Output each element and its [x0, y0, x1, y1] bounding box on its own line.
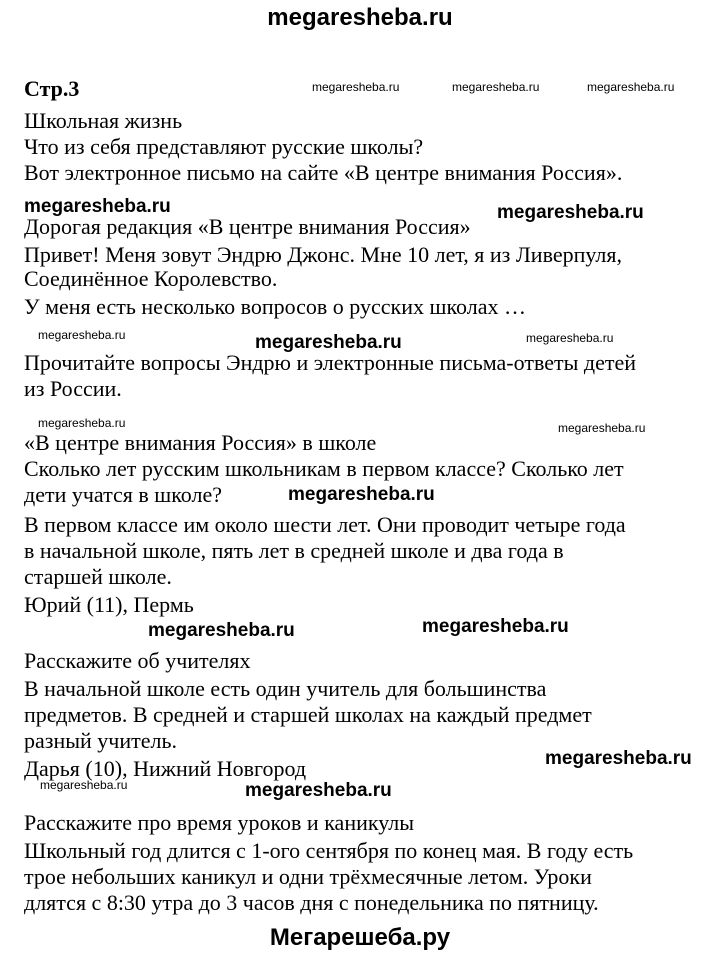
- watermark: megaresheba.ru: [24, 196, 171, 217]
- text-line: трое небольших каникул и одни трёхмесячные летом. Уроки: [24, 864, 592, 889]
- section-title: Школьная жизнь: [24, 108, 183, 133]
- watermark: megaresheba.ru: [422, 616, 569, 637]
- text-line: Расскажите об учителях: [24, 648, 251, 673]
- text-line: длятся с 8:30 утра до 3 часов дня с понедельника по пятницу.: [24, 890, 599, 915]
- text-line: Что из себя представляют русские школы?: [24, 134, 424, 159]
- text-line: Вот электронное письмо на сайте «В центре внимания Россия».: [24, 160, 623, 185]
- watermark: megaresheba.ru: [526, 331, 614, 345]
- watermark: megaresheba.ru: [312, 80, 400, 94]
- page-number: Стр.3: [24, 76, 80, 101]
- text-line: разный учитель.: [24, 728, 178, 753]
- watermark: megaresheba.ru: [452, 80, 540, 94]
- text-line: Сколько лет русским школьникам в первом классе? Сколько лет: [24, 456, 624, 481]
- watermark: megaresheba.ru: [288, 484, 435, 505]
- watermark: megaresheba.ru: [587, 80, 675, 94]
- watermark: megaresheba.ru: [148, 620, 295, 641]
- text-line: Дорогая редакция «В центре внимания Россия»: [24, 214, 471, 239]
- text-line: В первом классе им около шести лет. Они проводит четыре года: [24, 512, 626, 537]
- watermark: megaresheba.ru: [497, 202, 644, 223]
- site-header: megaresheba.ru: [267, 4, 453, 31]
- text-line: «В центре внимания Россия» в школе: [24, 430, 377, 455]
- watermark: megaresheba.ru: [38, 328, 126, 342]
- site-footer: Мегарешеба.ру: [269, 924, 451, 951]
- text-line: Прочитайте вопросы Эндрю и электронные письма-ответы детей: [24, 350, 636, 375]
- text-line: У меня есть несколько вопросов о русских школах …: [24, 294, 526, 319]
- text-line: Дарья (10), Нижний Новгород: [24, 756, 307, 781]
- text-line: предметов. В средней и старшей школах на каждый предмет: [24, 702, 592, 727]
- text-line: в начальной школе, пять лет в средней школе и два года в: [24, 538, 564, 563]
- text-line: Школьный год длится с 1-ого сентября по конец мая. В году есть: [24, 838, 634, 863]
- watermark: megaresheba.ru: [545, 748, 692, 769]
- watermark: megaresheba.ru: [245, 780, 392, 801]
- text-line: Расскажите про время уроков и каникулы: [24, 810, 415, 835]
- text-line: Привет! Меня зовут Эндрю Джонс. Мне 10 лет, я из Ливерпуля,: [24, 242, 622, 267]
- text-line: из России.: [24, 376, 122, 401]
- watermark: megaresheba.ru: [38, 416, 126, 430]
- text-line: Юрий (11), Пермь: [24, 592, 194, 617]
- text-line: дети учатся в школе?: [24, 482, 222, 507]
- text-line: Соединённое Королевство.: [24, 266, 278, 291]
- text-line: В начальной школе есть один учитель для большинства: [24, 676, 547, 701]
- text-line: старшей школе.: [24, 564, 172, 589]
- watermark: megaresheba.ru: [40, 778, 128, 792]
- watermark: megaresheba.ru: [255, 332, 402, 353]
- watermark: megaresheba.ru: [558, 421, 646, 435]
